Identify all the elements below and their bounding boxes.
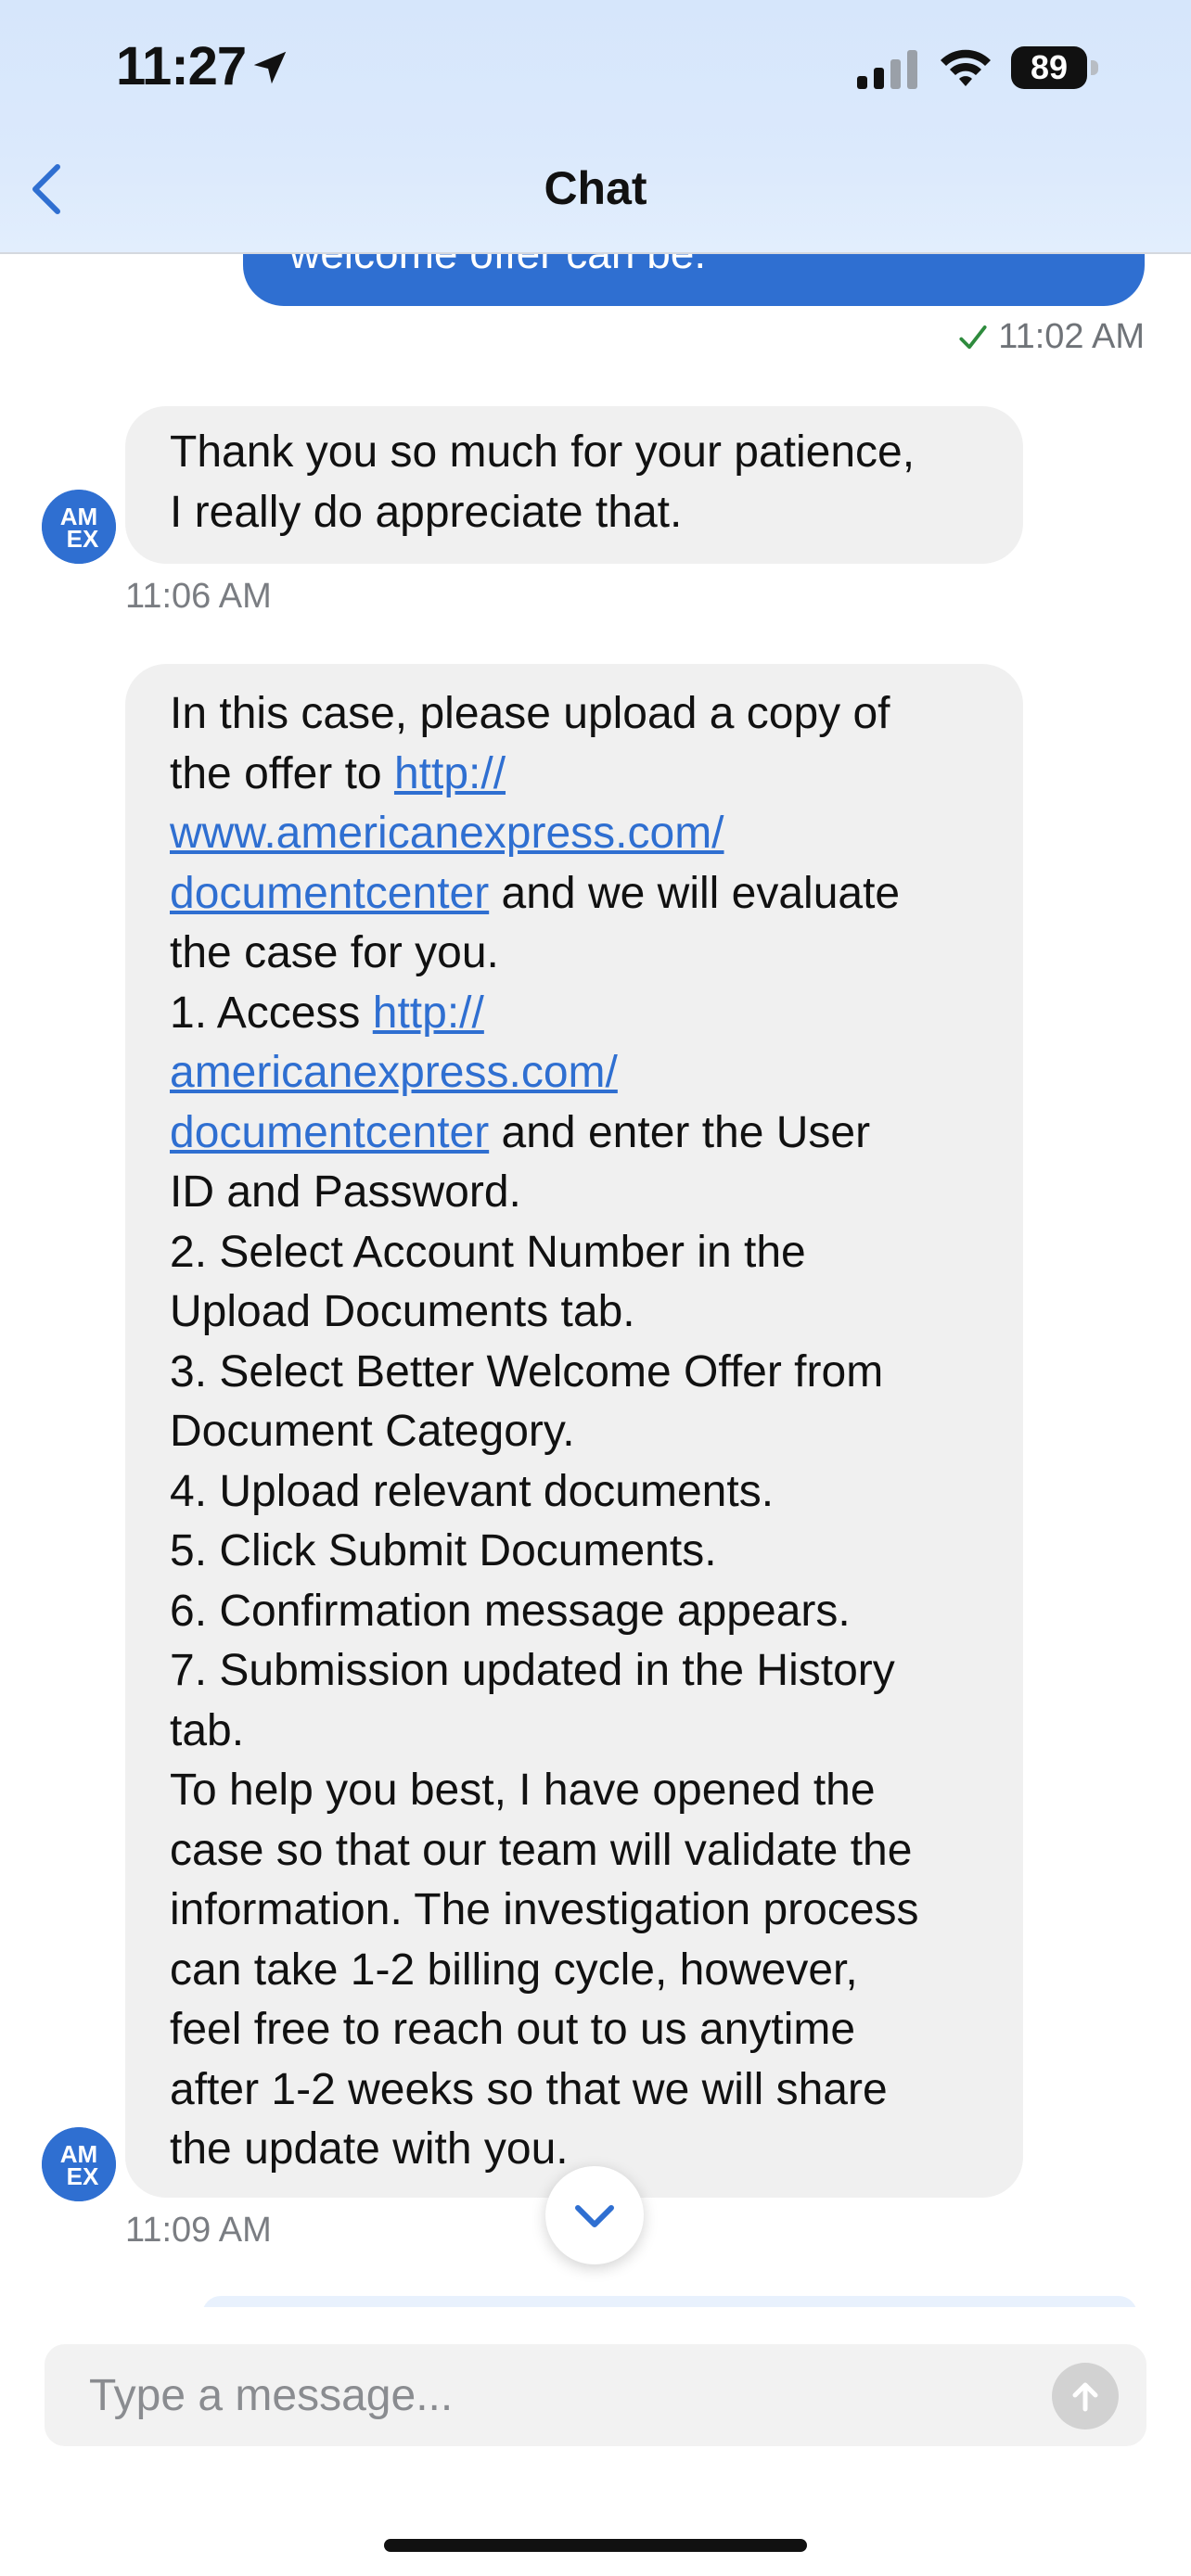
message-line — [170, 804, 979, 864]
amex-avatar — [42, 2127, 116, 2201]
access-link[interactable]: documentcenter — [170, 1107, 490, 1157]
message-line: 7. Submission updated in the History — [170, 1646, 895, 1695]
message-time: 11:09 AM — [125, 2211, 272, 2250]
message-line: 2. Select Account Number in the — [170, 1227, 806, 1277]
page-title: Chat — [544, 162, 647, 214]
send-button[interactable] — [1052, 2363, 1119, 2429]
message-line: I really do appreciate that. — [170, 487, 683, 537]
message-line: To help you best, I have opened the — [170, 1766, 876, 1815]
message-input-placeholder: Type a message... — [89, 2370, 454, 2420]
message-line: after 1-2 weeks so that we will share — [170, 2064, 888, 2114]
message-time: 11:06 AM — [125, 577, 272, 616]
avatar-text: AM — [59, 503, 98, 530]
message-line: case so that our team will validate the — [170, 1825, 913, 1875]
svg-text:EX: EX — [66, 525, 99, 553]
agent-message-bubble — [125, 664, 1023, 2198]
agent-message-bubble — [125, 406, 1023, 564]
message-line: the case for you. — [170, 928, 499, 977]
amex-avatar — [42, 490, 116, 564]
location-arrow-icon — [249, 46, 291, 89]
message-line: In this case, please upload a copy of — [170, 689, 890, 738]
access-link[interactable]: http:// — [372, 988, 484, 1038]
message-line: can take 1-2 billing cycle, however, — [170, 1945, 858, 1995]
message-line: documentcenter and we will evaluate — [170, 868, 901, 918]
battery-icon — [1011, 46, 1100, 91]
message-line: information. The investigation process — [170, 1885, 919, 1934]
document-center-link[interactable]: http:// — [393, 748, 506, 798]
message-line: the update with you. — [170, 2124, 569, 2174]
access-link[interactable]: americanexpress.com/ — [170, 1048, 618, 1097]
message-line: 4. Upload relevant documents. — [170, 1466, 775, 1516]
message-line: feel free to reach out to us anytime — [170, 2005, 856, 2054]
battery-level: 89 — [1011, 46, 1087, 89]
status-time: 11:27 — [116, 36, 247, 96]
sent-status — [955, 317, 1145, 357]
home-indicator — [384, 2539, 807, 2552]
message-input[interactable] — [45, 2344, 1146, 2446]
message-line: 5. Click Submit Documents. — [170, 1526, 717, 1575]
message-line: Document Category. — [170, 1407, 575, 1456]
sent-time: 11:02 AM — [998, 317, 1145, 356]
message-line — [170, 1043, 979, 1103]
message-line: documentcenter and enter the User — [170, 1107, 871, 1157]
message-line: Thank you so much for your patience, — [170, 427, 916, 477]
message-line: ID and Password. — [170, 1167, 521, 1217]
wifi-icon — [937, 45, 994, 91]
document-center-link[interactable]: www.americanexpress.com/ — [170, 809, 724, 858]
chevron-down-icon — [569, 2189, 621, 2241]
document-center-link[interactable]: documentcenter — [170, 868, 490, 918]
scroll-to-bottom-button[interactable] — [545, 2166, 644, 2264]
message-line: 3. Select Better Welcome Offer from — [170, 1346, 884, 1396]
header-bar — [0, 0, 1191, 254]
cellular-signal-icon — [855, 48, 920, 91]
check-icon — [955, 320, 991, 355]
message-line: 6. Confirmation message appears. — [170, 1586, 851, 1636]
avatar-text: AM — [59, 2140, 98, 2168]
send-arrow-icon — [1065, 2376, 1106, 2417]
message-line: tab. — [170, 1705, 245, 1755]
message-line: 1. Access http:// — [170, 988, 484, 1038]
svg-text:EX: EX — [66, 2162, 99, 2190]
message-line: the offer to http:// — [170, 748, 506, 798]
message-line: Upload Documents tab. — [170, 1287, 635, 1336]
